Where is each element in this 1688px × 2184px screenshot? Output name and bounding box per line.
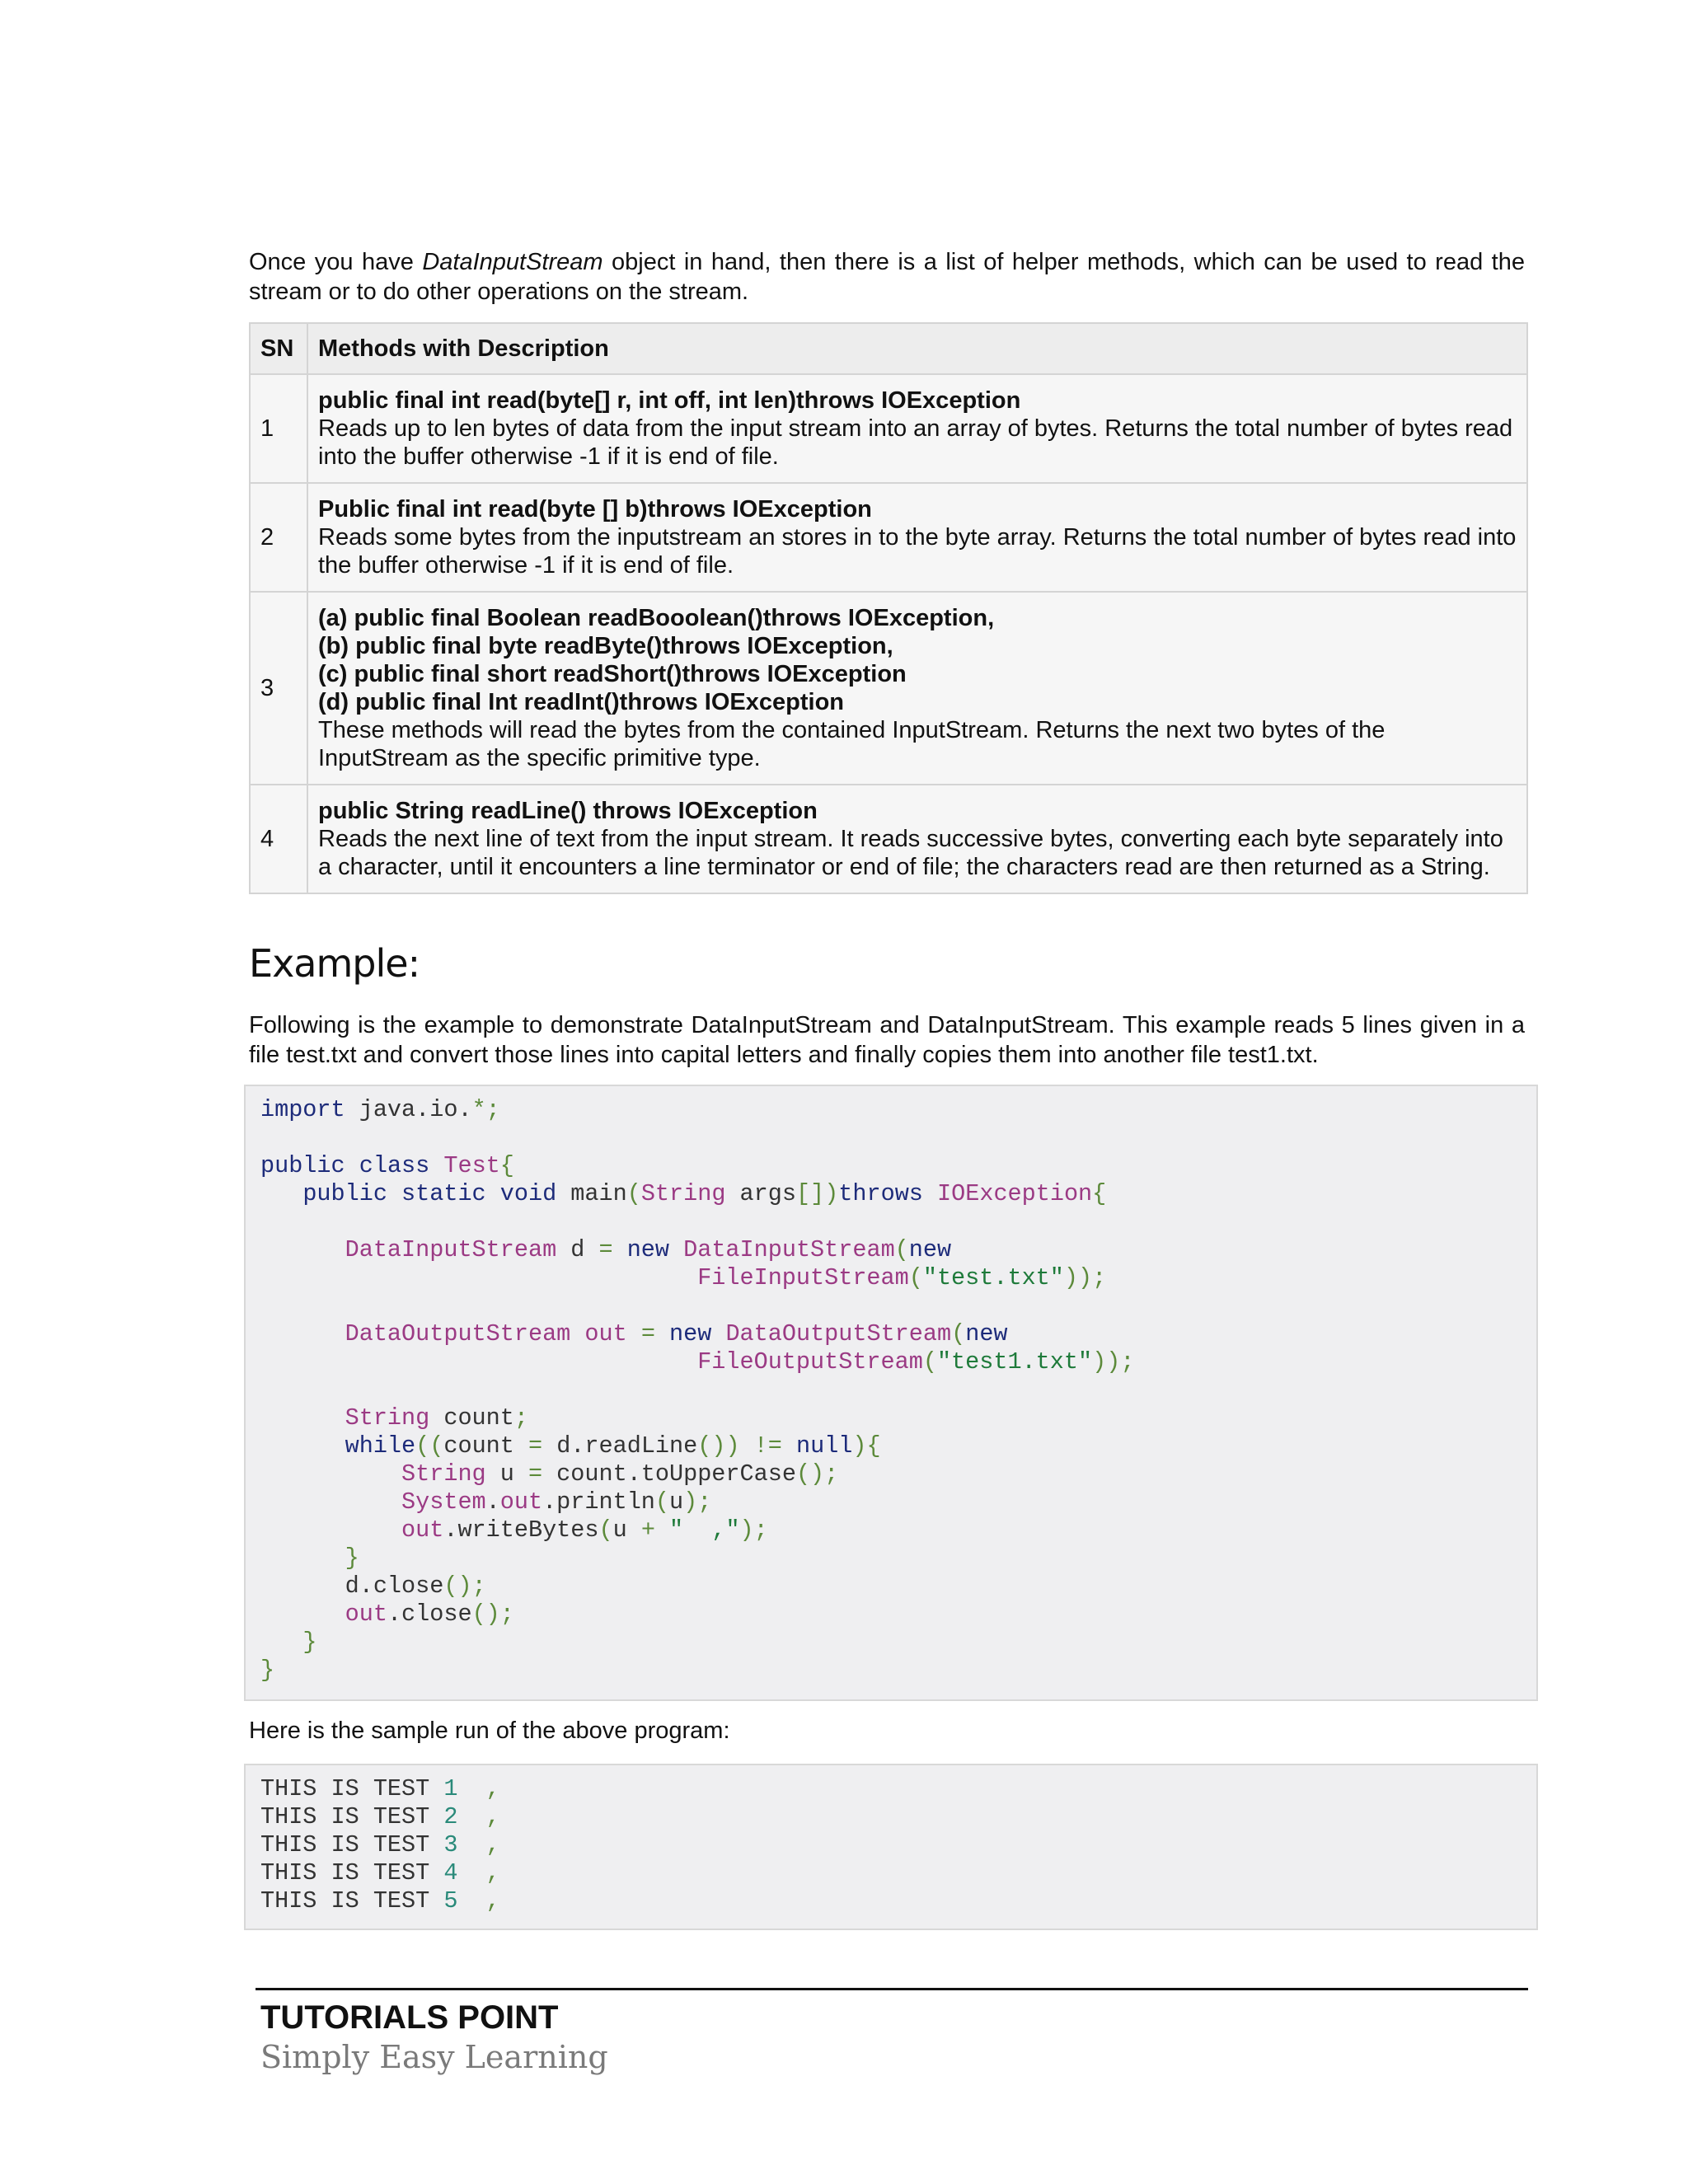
table-row bbox=[250, 483, 1527, 592]
table-row bbox=[250, 374, 1527, 483]
method-description: Reads up to len bytes of data from the input stream into an array of bytes. Returns the total number of bytes read into the buffer otherwise -1 if it is end of file. bbox=[318, 415, 1513, 470]
row-method bbox=[307, 592, 1527, 785]
methods-table bbox=[249, 322, 1528, 894]
example-description: Following is the example to demonstrate DataInputStream and DataInputStream. This example reads 5 lines given in a file test.txt and convert those lines into capital letters and finally copies them into another file test1.txt. bbox=[249, 1012, 1525, 1068]
method-description: Reads the next line of text from the input stream. It reads successive bytes, converting each byte separately into a character, until it encounters a line terminator or end of file; the characters read are then returned as a String. bbox=[318, 826, 1503, 880]
footer-tagline: Simply Easy Learning bbox=[260, 2039, 608, 2075]
table-header-row bbox=[250, 323, 1527, 374]
intro-before: Once you have bbox=[249, 249, 423, 275]
row-sn: 4 bbox=[250, 785, 307, 893]
method-signature: public String readLine() throws IOException bbox=[318, 798, 818, 824]
intro-after: object in hand, then there is a list of helper methods, which can be used to read the stream or to do other operations on the stream. bbox=[249, 249, 1525, 305]
footer-divider bbox=[256, 1988, 1528, 1990]
method-signature: (b) public final byte readByte()throws IOException, bbox=[318, 633, 893, 659]
example-code: import java.io.*; public class Test{ public static void main(String args[])throws IOException{ DataInputStream d = new DataInputStream(new FileInputStream("test.txt")); DataOutputStream out = new DataOutputStream(new FileOutputStream("test1.txt")); String count; while((count = d.readLine()) != null){ String u = count.toUpperCase(); System.out.println(u); out.writeBytes(u + " ,"); } d.close(); out.close(); } } bbox=[260, 1096, 1135, 1684]
method-signature: (d) public final Int readInt()throws IOException bbox=[318, 689, 844, 715]
footer-brand: TUTORIALS POINT bbox=[260, 1999, 559, 2036]
row-sn: 3 bbox=[250, 592, 307, 785]
table-row bbox=[250, 785, 1527, 893]
example-code-block bbox=[244, 1085, 1538, 1701]
method-signature: Public final int read(byte [] b)throws IOException bbox=[318, 496, 872, 523]
row-method bbox=[307, 374, 1527, 483]
row-method bbox=[307, 483, 1527, 592]
method-signature: (a) public final Boolean readBooolean()throws IOException, bbox=[318, 605, 995, 631]
row-sn: 1 bbox=[250, 374, 307, 483]
row-sn: 2 bbox=[250, 483, 307, 592]
table-row bbox=[250, 592, 1527, 785]
method-signature: (c) public final short readShort()throws IOException bbox=[318, 661, 907, 687]
method-description: These methods will read the bytes from the contained InputStream. Returns the next two bytes of the InputStream as the specific primitive type. bbox=[318, 717, 1386, 771]
method-description: Reads some bytes from the inputstream an stores in to the byte array. Returns the total number of bytes read into the buffer otherwise -1 if it is end of file. bbox=[318, 524, 1517, 579]
header-methods: Methods with Description bbox=[307, 323, 1527, 374]
method-signature: public final int read(byte[] r, int off, int len)throws IOException bbox=[318, 387, 1021, 414]
row-method bbox=[307, 785, 1527, 893]
header-sn: SN bbox=[250, 323, 307, 374]
sample-output: THIS IS TEST 1 , THIS IS TEST 2 , THIS IS TEST 3 , THIS IS TEST 4 , THIS IS TEST 5 , bbox=[260, 1775, 500, 1915]
sample-run-intro: Here is the sample run of the above program: bbox=[249, 1718, 730, 1744]
sample-output-block bbox=[244, 1764, 1538, 1930]
intro-emphasis: DataInputStream bbox=[422, 249, 603, 275]
methods-table-body bbox=[250, 374, 1527, 893]
intro-paragraph bbox=[249, 247, 1525, 307]
example-heading: Example: bbox=[249, 941, 420, 986]
